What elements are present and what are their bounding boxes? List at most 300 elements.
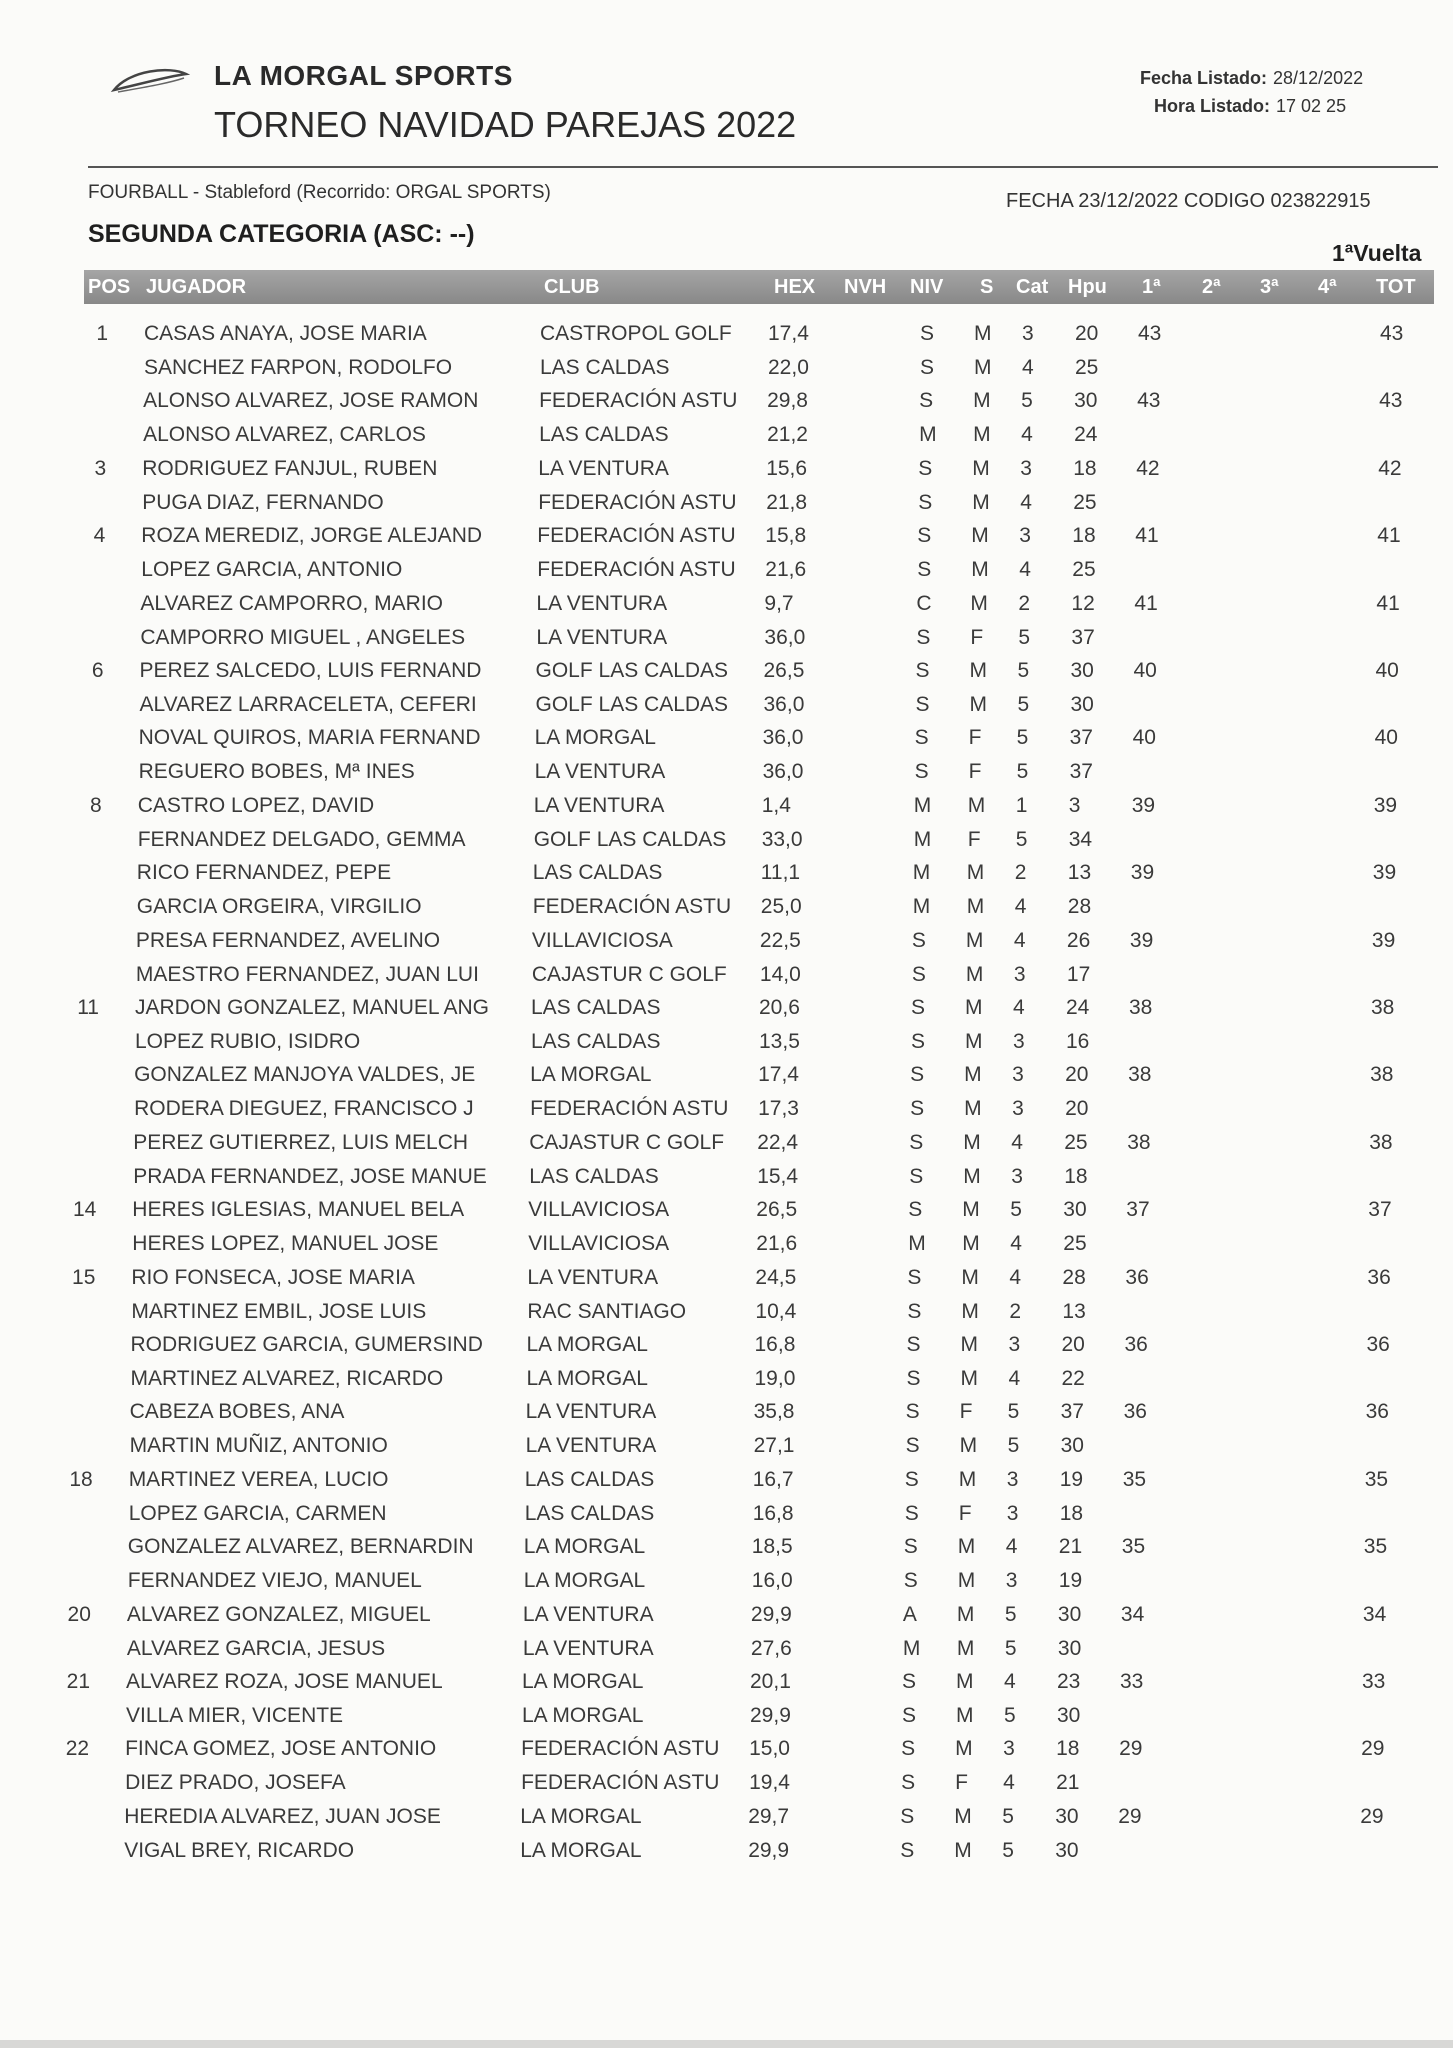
cell-p2: DIEZ PRADO, JOSEFA (125, 1771, 346, 1795)
cell-p1: CABEZA BOBES, ANA (129, 1400, 345, 1424)
cell-s2: M (959, 1434, 978, 1458)
cell-h1: 17,4 (768, 322, 809, 345)
cell-c2: LAS CALDAS (540, 356, 670, 379)
cell-s1: M (965, 928, 984, 952)
cell-n1: S (919, 389, 934, 413)
col-nvh: NVH (844, 276, 887, 298)
cell-k1: 3 (1003, 1737, 1015, 1761)
cell-k1: 5 (1004, 1602, 1017, 1626)
cell-k2: 3 (1011, 1164, 1023, 1188)
cell-r1: 36 (1123, 1400, 1147, 1424)
cell-u2: 30 (1057, 1704, 1081, 1727)
cell-h2: 19,4 (749, 1771, 790, 1795)
cell-u1: 21 (1058, 1535, 1083, 1559)
cell-r1: 40 (1133, 659, 1157, 682)
cell-p1: NOVAL QUIROS, MARIA FERNAND (138, 726, 481, 750)
cell-p2: REGUERO BOBES, Mª INES (138, 760, 415, 784)
cell-n1: C (916, 591, 932, 615)
cell-n2: S (915, 693, 930, 716)
cell-n2: M (902, 1636, 921, 1660)
cell-s2: M (971, 558, 989, 582)
cell-p2: MAESTRO FERNANDEZ, JUAN LUI (135, 962, 479, 986)
cell-c2: LAS CALDAS (524, 1501, 655, 1525)
cell-p2: FERNANDEZ VIEJO, MANUEL (127, 1569, 422, 1593)
cell-k2: 3 (1006, 1501, 1019, 1525)
cell-r1: 38 (1129, 996, 1153, 1019)
cell-n2: S (920, 356, 935, 379)
cell-h1: 26,5 (763, 659, 805, 682)
cell-u1: 37 (1060, 1400, 1084, 1424)
cell-r1: 39 (1130, 861, 1155, 885)
cell-n2: M (913, 827, 932, 851)
hora-listado-value: 17 02 25 (1276, 96, 1347, 116)
cell-k2: 4 (1010, 1232, 1022, 1256)
cell-c1: GOLF LAS CALDAS (535, 659, 729, 682)
cell-h2: 19,0 (754, 1367, 796, 1390)
cell-c1: CASTROPOL GOLF (540, 322, 732, 345)
cell-r1: 39 (1131, 793, 1156, 817)
cell-tot: 39 (1372, 861, 1397, 885)
cell-k2: 5 (1016, 760, 1029, 784)
cell-c1: LA VENTURA (525, 1400, 657, 1424)
cell-s2: M (962, 1232, 980, 1256)
table-row (0, 592, 1453, 660)
cell-n1: S (915, 659, 930, 682)
cell-p1: ALVAREZ GONZALEZ, MIGUEL (126, 1602, 431, 1626)
cell-pos: 1 (96, 322, 108, 345)
cell-s1: M (970, 591, 988, 615)
cell-r1: 35 (1122, 1467, 1147, 1491)
cell-tot: 36 (1367, 1265, 1391, 1289)
cell-k1: 5 (1007, 1400, 1020, 1424)
cell-u1: 19 (1059, 1467, 1084, 1491)
cell-u1: 30 (1063, 1198, 1087, 1222)
col-hex: HEX (774, 276, 816, 298)
cell-p2: PRADA FERNANDEZ, JOSE MANUE (133, 1164, 487, 1188)
cell-p1: CASTRO LOPEZ, DAVID (137, 793, 375, 817)
cell-u1: 20 (1075, 322, 1099, 345)
cell-p2: SANCHEZ FARPON, RODOLFO (144, 356, 453, 379)
page-edge (0, 2040, 1453, 2048)
cell-c1: LA MORGAL (534, 726, 656, 750)
cell-s1: M (958, 1467, 977, 1491)
cell-n1: S (903, 1535, 918, 1559)
cell-u1: 26 (1066, 928, 1091, 952)
cell-tot: 29 (1361, 1737, 1385, 1761)
cell-h1: 17,4 (758, 1063, 799, 1087)
table-row (0, 929, 1453, 997)
cell-n2: M (912, 895, 931, 919)
col-club: CLUB (544, 276, 600, 298)
cell-r1: 29 (1118, 1804, 1142, 1828)
cell-tot: 39 (1373, 793, 1398, 817)
cell-h1: 29,8 (767, 389, 808, 413)
cell-n1: S (909, 1130, 924, 1154)
cell-h1: 26,5 (756, 1198, 798, 1222)
cell-p1: RIO FONSECA, JOSE MARIA (131, 1265, 415, 1289)
cell-h2: 33,0 (761, 827, 803, 851)
cell-u2: 16 (1066, 1030, 1090, 1053)
cell-s1: F (959, 1400, 973, 1424)
cell-h2: 27,1 (753, 1434, 795, 1458)
cell-h1: 16,8 (754, 1333, 796, 1356)
cell-p1: CASAS ANAYA, JOSE MARIA (144, 322, 427, 345)
cell-c2: LA VENTURA (522, 1636, 654, 1660)
cell-u1: 18 (1072, 524, 1096, 548)
cell-s1: M (962, 1198, 980, 1222)
cell-n2: S (906, 1367, 921, 1390)
cell-tot: 39 (1371, 928, 1396, 952)
cell-k2: 5 (1002, 1838, 1014, 1862)
cell-tot: 36 (1365, 1400, 1389, 1424)
cell-k2: 2 (1009, 1299, 1022, 1323)
table-row (0, 457, 1453, 525)
cell-u1: 30 (1074, 389, 1098, 413)
cell-tot: 29 (1360, 1804, 1384, 1828)
cell-k1: 3 (1022, 322, 1034, 345)
cell-p1: PEREZ SALCEDO, LUIS FERNAND (139, 659, 482, 682)
cell-n2: S (909, 1164, 924, 1188)
cell-p1: GONZALEZ ALVAREZ, BERNARDIN (127, 1535, 474, 1559)
cell-c2: LA VENTURA (525, 1434, 657, 1458)
cell-c2: LAS CALDAS (529, 1164, 659, 1188)
cell-pos: 18 (69, 1467, 93, 1491)
cell-k1: 4 (1013, 996, 1025, 1019)
cell-r1: 39 (1129, 928, 1154, 952)
header-divider (88, 166, 1438, 168)
cell-k1: 5 (1021, 389, 1033, 413)
cell-h2: 16,0 (751, 1569, 793, 1593)
cell-p2: MARTINEZ EMBIL, JOSE LUIS (131, 1299, 427, 1323)
cell-p1: ROZA MEREDIZ, JORGE ALEJAND (141, 524, 483, 548)
cell-c2: FEDERACIÓN ASTU (537, 558, 736, 582)
cell-p2: GARCIA ORGEIRA, VIRGILIO (136, 895, 422, 919)
table-row (0, 1400, 1453, 1468)
col-jugador: JUGADOR (146, 276, 247, 298)
cell-u2: 18 (1059, 1501, 1084, 1525)
cell-k2: 4 (1020, 490, 1032, 514)
cell-u2: 24 (1074, 423, 1098, 447)
cell-u1: 18 (1056, 1737, 1080, 1761)
table-row (0, 1535, 1453, 1603)
cell-c1: LA MORGAL (523, 1535, 646, 1559)
cell-s2: M (974, 356, 992, 379)
cell-r1: 41 (1134, 591, 1158, 615)
cell-u2: 19 (1058, 1569, 1083, 1593)
cell-c2: RAC SANTIAGO (527, 1299, 687, 1323)
cell-tot: 43 (1379, 389, 1403, 413)
fecha-listado-label: Fecha Listado: (1140, 68, 1268, 88)
table-row (0, 389, 1453, 457)
cell-k2: 4 (1019, 558, 1031, 582)
cell-p2: MARTINEZ ALVAREZ, RICARDO (130, 1367, 444, 1390)
cell-n1: S (918, 456, 933, 480)
cell-u2: 34 (1068, 827, 1093, 851)
cell-p2: LOPEZ RUBIO, ISIDRO (135, 1030, 361, 1053)
cell-h1: 24,5 (755, 1265, 797, 1289)
cell-k1: 2 (1018, 591, 1031, 615)
col-cat: Cat (1016, 276, 1049, 298)
cell-k1: 3 (1019, 524, 1031, 548)
cell-u2: 30 (1057, 1636, 1082, 1660)
cell-c1: FEDERACIÓN ASTU (539, 389, 738, 413)
cell-n1: A (902, 1602, 917, 1626)
cell-n1: S (900, 1804, 915, 1828)
cell-s1: M (967, 793, 986, 817)
cell-n2: S (900, 1838, 915, 1862)
cell-u1: 24 (1066, 996, 1090, 1019)
cell-u1: 28 (1062, 1265, 1086, 1289)
cell-c1: LA MORGAL (530, 1063, 652, 1087)
cell-r1: 43 (1138, 322, 1162, 345)
cell-p2: ALVAREZ GARCIA, JESUS (126, 1636, 386, 1660)
cell-c2: LA MORGAL (526, 1367, 648, 1390)
cell-h1: 22,4 (757, 1130, 799, 1154)
cell-s1: M (973, 389, 991, 413)
cell-c2: FEDERACIÓN ASTU (521, 1771, 720, 1795)
cell-h2: 21,2 (767, 423, 808, 447)
col-hpu: Hpu (1068, 276, 1107, 298)
cell-s1: M (972, 456, 990, 480)
cell-h1: 20,1 (750, 1670, 791, 1693)
cell-pos: 6 (91, 659, 104, 682)
cell-h2: 22,0 (768, 356, 809, 379)
cell-k1: 5 (1017, 659, 1030, 682)
cell-k1: 1 (1015, 793, 1028, 817)
cell-r1: 35 (1121, 1535, 1146, 1559)
cell-u2: 37 (1071, 625, 1095, 649)
cell-u1: 25 (1064, 1130, 1088, 1154)
cell-c1: FEDERACIÓN ASTU (537, 524, 736, 548)
company-name: LA MORGAL SPORTS (214, 60, 513, 91)
fecha-listado (1140, 68, 1363, 89)
cell-n1: S (904, 1467, 919, 1491)
col-r2: 2ª (1202, 276, 1221, 298)
cell-p2: ALVAREZ LARRACELETA, CEFERI (139, 693, 477, 716)
cell-n1: S (920, 322, 935, 345)
cell-k1: 5 (1002, 1804, 1014, 1828)
cell-n1: S (906, 1333, 921, 1356)
cell-k2: 3 (1012, 1097, 1024, 1121)
cell-s2: M (961, 1299, 979, 1323)
cell-p1: PEREZ GUTIERREZ, LUIS MELCH (133, 1130, 469, 1154)
cell-h1: 29,7 (748, 1804, 790, 1828)
cell-s2: F (958, 1501, 972, 1525)
cell-r1: 36 (1124, 1333, 1148, 1356)
cell-p2: VIGAL BREY, RICARDO (124, 1838, 355, 1862)
cell-tot: 35 (1364, 1467, 1389, 1491)
cell-pos: 22 (65, 1737, 90, 1761)
cell-k1: 4 (1005, 1535, 1018, 1559)
table-row (0, 1737, 1453, 1805)
cell-n2: S (918, 490, 933, 514)
fecha-codigo: FECHA 23/12/2022 CODIGO 023822915 (1006, 190, 1371, 212)
cell-k2: 5 (1007, 1434, 1020, 1458)
cell-s2: M (972, 490, 990, 514)
cell-s1: M (969, 659, 987, 682)
cell-s2: M (960, 1367, 978, 1390)
cell-u1: 30 (1070, 659, 1094, 682)
cell-pos: 11 (77, 996, 99, 1019)
cell-u2: 18 (1064, 1164, 1088, 1188)
cell-p1: ALVAREZ CAMPORRO, MARIO (140, 591, 443, 615)
cell-u1: 30 (1055, 1804, 1079, 1828)
table-row (0, 322, 1453, 390)
cell-h1: 36,0 (762, 726, 804, 750)
cell-n1: S (908, 1198, 923, 1222)
cell-k2: 5 (1018, 625, 1031, 649)
cell-p2: CAMPORRO MIGUEL , ANGELES (140, 625, 466, 649)
cell-h1: 1,4 (761, 793, 791, 817)
table-row (0, 1266, 1453, 1334)
cell-c1: VILLAVICIOSA (531, 928, 673, 952)
cell-p1: ALONSO ALVAREZ, JOSE RAMON (143, 389, 479, 413)
cell-p2: FERNANDEZ DELGADO, GEMMA (137, 827, 466, 851)
cell-k2: 4 (1014, 895, 1027, 919)
table-row (0, 726, 1453, 794)
cell-u1: 3 (1068, 793, 1081, 817)
cell-s2: M (956, 1636, 975, 1660)
cell-u2: 25 (1063, 1232, 1087, 1256)
cell-pos: 3 (94, 456, 107, 480)
cell-u2: 30 (1070, 693, 1094, 716)
cell-p2: PUGA DIAZ, FERNANDO (142, 490, 384, 514)
cell-h1: 22,5 (759, 928, 801, 952)
cell-r1: 43 (1137, 389, 1161, 413)
cell-c2: LA VENTURA (534, 760, 666, 784)
cell-h1: 11,1 (760, 861, 801, 885)
tournament-title: TORNEO NAVIDAD PAREJAS 2022 (214, 104, 797, 145)
cell-u1: 23 (1057, 1670, 1081, 1693)
cell-c1: LA VENTURA (527, 1265, 659, 1289)
cell-tot: 38 (1371, 996, 1395, 1019)
cell-s2: M (957, 1569, 976, 1593)
cell-tot: 41 (1376, 591, 1400, 615)
cell-c2: LA VENTURA (536, 625, 668, 649)
cell-h2: 25,0 (760, 895, 802, 919)
cell-p1: RODRIGUEZ GARCIA, GUMERSIND (130, 1333, 483, 1356)
cell-k1: 3 (1006, 1467, 1019, 1491)
cell-u2: 20 (1065, 1097, 1089, 1121)
col-niv: NIV (910, 276, 944, 298)
cell-u1: 13 (1067, 861, 1092, 885)
table-row (0, 861, 1453, 929)
cell-r1: 34 (1120, 1602, 1145, 1626)
cell-c1: LA MORGAL (526, 1333, 648, 1356)
cell-s1: M (966, 861, 985, 885)
cell-pos: 20 (67, 1602, 91, 1626)
cell-tot: 33 (1362, 1670, 1386, 1693)
cell-pos: 4 (93, 524, 106, 548)
cell-u1: 18 (1073, 456, 1097, 480)
cell-r1: 38 (1128, 1063, 1152, 1087)
cell-n2: S (901, 1771, 916, 1795)
cell-p1: FINCA GOMEZ, JOSE ANTONIO (125, 1737, 437, 1761)
cell-tot: 42 (1378, 456, 1402, 480)
cell-h1: 9,7 (764, 591, 794, 615)
game-mode: FOURBALL - Stableford (Recorrido: ORGAL SPORTS) (88, 182, 551, 203)
cell-k2: 3 (1013, 962, 1026, 986)
cell-u2: 30 (1055, 1838, 1079, 1862)
cell-s2: F (955, 1771, 968, 1795)
cell-n2: S (914, 760, 929, 784)
cell-c1: FEDERACIÓN ASTU (521, 1737, 720, 1761)
table-row (0, 659, 1453, 727)
cell-k1: 4 (1009, 1265, 1022, 1289)
cell-s1: M (954, 1804, 972, 1828)
cell-p1: PRESA FERNANDEZ, AVELINO (135, 928, 441, 952)
cell-r1: 40 (1132, 726, 1156, 750)
cell-n2: S (904, 1501, 919, 1525)
cell-p1: RICO FERNANDEZ, PEPE (136, 861, 392, 885)
cell-pos: 21 (66, 1670, 90, 1693)
cell-s1: M (971, 524, 989, 548)
cell-k2: 5 (1017, 693, 1030, 716)
cell-u2: 30 (1060, 1434, 1084, 1458)
cell-c2: LA MORGAL (523, 1569, 646, 1593)
cell-s2: M (964, 1097, 982, 1121)
cell-tot: 38 (1370, 1063, 1394, 1087)
cell-n2: S (905, 1434, 920, 1458)
table-row (0, 1063, 1453, 1131)
cell-s2: M (954, 1838, 972, 1862)
hora-listado-label: Hora Listado: (1154, 96, 1271, 116)
cell-h1: 15,8 (765, 524, 807, 548)
cell-n2: S (911, 962, 926, 986)
cell-tot: 43 (1380, 322, 1404, 345)
cell-s2: M (965, 962, 984, 986)
cell-tot: 35 (1363, 1535, 1388, 1559)
cell-k2: 4 (1003, 1771, 1015, 1795)
cell-s1: M (964, 1063, 982, 1087)
cell-u1: 37 (1069, 726, 1093, 750)
cell-k2: 5 (1015, 827, 1028, 851)
cell-k1: 4 (1013, 928, 1026, 952)
cell-c2: FEDERACIÓN ASTU (538, 490, 737, 514)
cell-k1: 5 (1016, 726, 1029, 750)
cell-c1: VILLAVICIOSA (528, 1198, 670, 1222)
cell-u2: 25 (1075, 356, 1099, 379)
cell-s1: M (965, 996, 983, 1019)
cell-h1: 20,6 (759, 996, 800, 1019)
cell-h2: 17,3 (758, 1097, 799, 1121)
cell-p1: HEREDIA ALVAREZ, JUAN JOSE (124, 1804, 441, 1828)
cell-k1: 3 (1012, 1063, 1024, 1087)
cell-c2: GOLF LAS CALDAS (533, 827, 727, 851)
cell-s1: M (963, 1130, 981, 1154)
cell-h2: 36,0 (762, 760, 804, 784)
cell-p1: HERES IGLESIAS, MANUEL BELA (132, 1198, 465, 1222)
cell-c2: LA MORGAL (520, 1838, 642, 1862)
table-header (84, 270, 1434, 304)
cell-u2: 22 (1061, 1367, 1085, 1390)
cell-p1: GONZALEZ MANJOYA VALDES, JE (134, 1063, 476, 1087)
logo-icon (110, 64, 190, 98)
cell-n2: M (908, 1232, 926, 1256)
cell-n2: S (911, 1030, 926, 1053)
cell-c1: LA VENTURA (536, 591, 668, 615)
cell-s1: M (961, 1265, 979, 1289)
cell-k1: 3 (1008, 1333, 1021, 1356)
cell-h2: 13,5 (759, 1030, 800, 1053)
cell-u1: 12 (1071, 591, 1095, 615)
cell-p2: LOPEZ GARCIA, CARMEN (128, 1501, 387, 1525)
cell-p1: RODRIGUEZ FANJUL, RUBEN (142, 456, 438, 480)
cell-h2: 21,8 (766, 490, 808, 514)
cell-h1: 35,8 (753, 1400, 795, 1424)
cell-n2: M (919, 423, 937, 447)
cell-r1: 42 (1136, 456, 1160, 480)
